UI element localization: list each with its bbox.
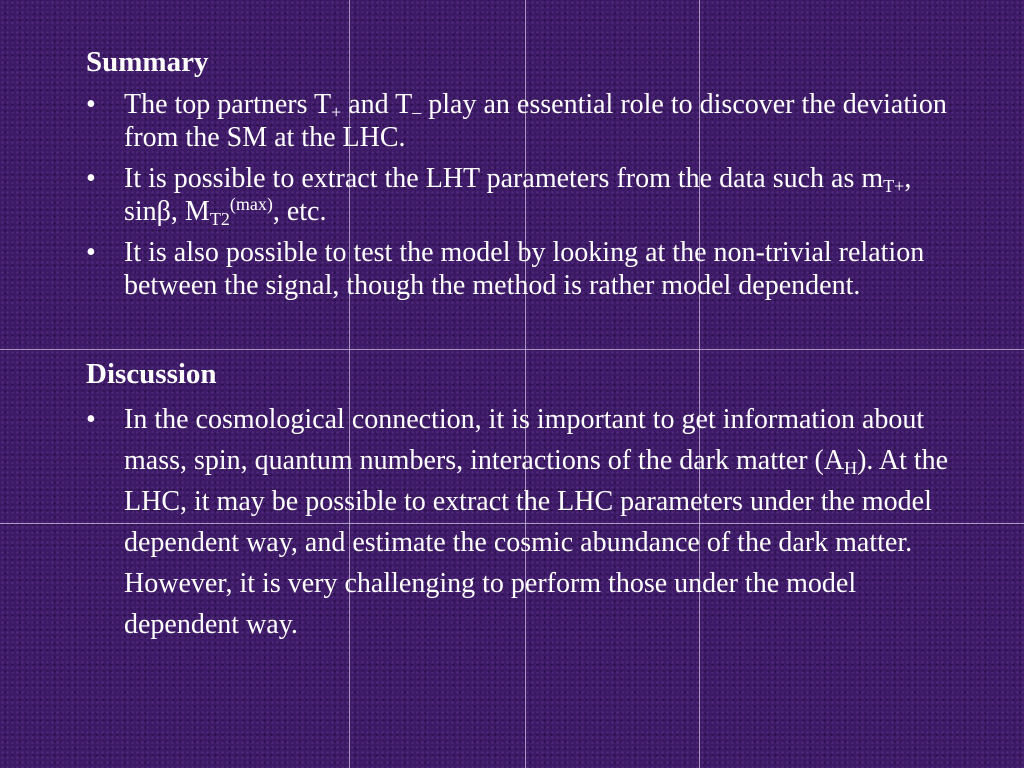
discussion-list: [86, 399, 966, 645]
text-segment: ). At the LHC, it may be possible to extract the LHC parameters under the model dependent way, and estimate the cosmic abundance of the dark matter. However, it is very challenging to perform those under the model dependent way.: [124, 445, 949, 640]
bullet-marker: •: [86, 89, 96, 120]
summary-heading: Summary: [86, 46, 209, 78]
discussion-item-cosmology: [86, 399, 966, 645]
text-segment: , sinβ, M: [124, 163, 912, 227]
superscript: (max): [229, 194, 273, 214]
subscript: T2: [209, 209, 230, 229]
summary-item-lht-parameters: [86, 162, 966, 228]
bullet-marker: •: [86, 163, 96, 194]
text-segment: play an essential role to discover the deviation from the SM at the LHC.: [124, 89, 947, 153]
subscript: –: [412, 102, 422, 122]
summary-item-model-test: [86, 236, 966, 302]
bullet-marker: •: [86, 237, 96, 268]
text-segment: In the cosmological connection, it is important to get information about mass, spin, quantum numbers, interactions of the dark matter (A: [124, 404, 925, 476]
text-segment: It is possible to extract the LHT parameters from the data such as m: [124, 163, 884, 194]
bullet-marker: •: [86, 404, 96, 435]
subscript: +: [331, 102, 342, 122]
text-segment: The top partners T: [124, 89, 332, 120]
text-segment: and T: [341, 89, 413, 120]
discussion-heading: Discussion: [86, 358, 217, 390]
slide-content: [86, 44, 966, 645]
subscript: T+: [883, 176, 905, 196]
text-segment: , etc.: [272, 196, 327, 227]
text-segment: It is also possible to test the model by looking at the non-trivial relation between the signal, though the method is rather model dependent.: [124, 237, 925, 301]
summary-list: [86, 88, 966, 302]
summary-item-top-partners: [86, 88, 966, 154]
subscript: H: [844, 458, 858, 478]
